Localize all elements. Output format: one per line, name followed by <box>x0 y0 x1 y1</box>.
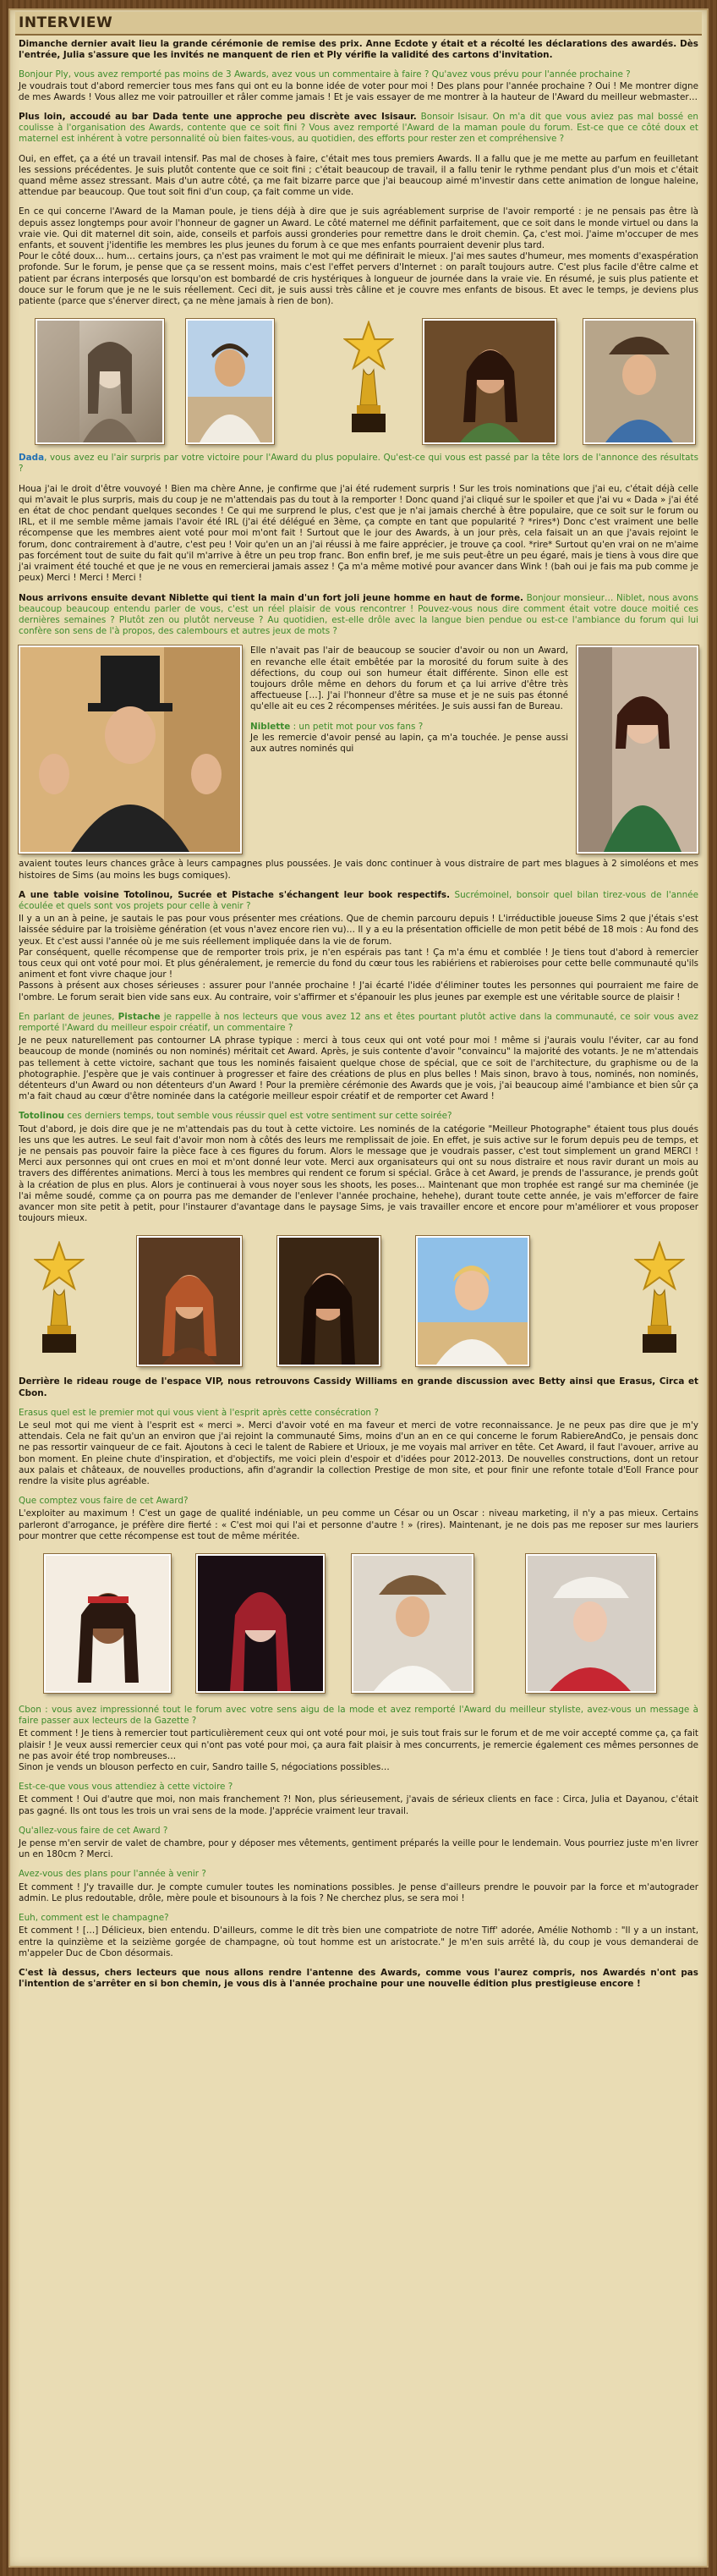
woman-red-headband <box>44 1554 171 1693</box>
man-with-cap <box>186 319 274 444</box>
award-trophy-star <box>34 1241 85 1359</box>
answer: Tout d'abord, je dois dire que je ne m'attendais pas du tout à cette victoire. Les nominés de la catégorie "Meilleur Photographe" étaient tous plus doués les uns que les autres. Le seul fait d'avoir mon nom à côtés des leurs me remplissait de joie. En effet, je suis active sur le forum depuis peu de temps, et je ne pensais pas pouvoir faire la pièce face à ces figures du forum. Alors le message que je voudrais passer, c'est tout simplement un grand MERCI ! Merci aux personnes qui ont crues en moi et m'ont donné leur vote. Merci aux organisateurs qui ont su nous distraire et nous ravir durant un mois au travers des différentes animations. Merci à tous les membres qui rendent ce forum si spécial. Grâce à cet Award, je prends de l'assurance, je prends goût à la création de plus en plus. Alors je continuerai à vous noyer sous les shoots, les poses… Maintenant que mon trophée est rangé sur ma cheminée (je l'ai même soudé, comme ça on pourra pas me demander de l'enlever l'année prochaine, hehehe), durant toute cette année, je vais m'efforcer de faire avancer mon site petit à petit, pour l'instaurer d'avantage dans le paysage Sims, je vais travailler encore et encore pour m'améliorer et vous proposer toujours mieux. <box>19 1123 698 1224</box>
answer: Sinon je vends un blouson perfecto en cuir, Sandro taille S, négociations possibles… <box>19 1762 390 1773</box>
qa-ply <box>19 69 698 103</box>
answer: Je voudrais tout d'abord remercier tous mes fans qui ont eu la bonne idée de voter pour moi ! Des plans pour l'année prochaine ? Oui ! Me montrer digne de mes Awards ! Vous allez me voir patrouiller et râler comme jamais ! Et je vais essayer de me montrer à la hauteur de l'Award du meilleur webmaster… <box>19 80 698 102</box>
article-body <box>19 39 698 1998</box>
answer: Et comment ! Je tiens à remercier tout particulièrement ceux qui ont voté pour moi, je suis tout frais sur le forum et de me voir accepté comme ça, ça fait plaisir ! Je veux aussi remercier ceux qui n'ont pas voté pour moi, ça aura fait plaisir à mes concurrents, je remercie également ces mêmes personnes de ne pas avoir été trop nombreuses… <box>19 1728 698 1761</box>
interviewee-name: Totolinou <box>19 1111 65 1122</box>
question: Euh, comment est le champagne? <box>19 1913 169 1924</box>
man-fedora-blue-scarf <box>583 319 695 444</box>
answer: Oui, en effet, ça a été un travail intensif. Pas mal de choses à faire, c'était mes tous premiers Awards. Il a fallu que je me mette au parfum en feuilletant les sessions précédentes. Je suis plutôt contente que ce soit fini ; c'était beaucoup de travail, il a fallu tenir le rythme pendant plus d'un mois et c'était quand même assez stressant. Mais d'un autre côté, ça me fait bizarre parce que j'ai beaucoup aimé m'investir dans cette animation de longue haleine, attendue par beaucoup. Que tout soit fini d'un coup, ça fait comme un vide. <box>19 153 698 198</box>
photo-row-top <box>19 316 698 444</box>
blond-man-white-shirt <box>416 1236 529 1366</box>
photo-row-bottom <box>19 1551 698 1696</box>
interviewee-name: Niblette <box>250 721 291 732</box>
question: ces derniers temps, tout semble vous réussir quel est votre sentiment sur cette soirée? <box>64 1111 452 1122</box>
question: Que comptez vous faire de cet Award? <box>19 1496 189 1507</box>
lead-text: Derrière le rideau rouge de l'espace VIP, nous retrouvons Cassidy Williams en grande discussion avec Betty ainsi que Erasus, Circa et Cbon. <box>19 1376 698 1398</box>
interviewee-name: Dada <box>19 453 45 464</box>
answer: Je pense m'en servir de valet de chambre, pour y déposer mes vêtements, gentiment préparés la veille pour le lendemain. Vous pourriez juste m'en livrer un en 180cm ? Merci. <box>19 1838 698 1860</box>
qa-dada <box>19 453 698 475</box>
question: Cbon : vous avez impressionné tout le forum avec votre sens aigu de la mode et avez remporté l'Award du meilleur styliste, avez-vous un message à faire passer aux lecteurs de la Gazette ? <box>19 1705 698 1727</box>
qa-sucree <box>19 890 698 912</box>
portrait-woman-sepia <box>36 319 164 444</box>
qa-totolinou <box>19 1111 698 1122</box>
intro-paragraph: Dimanche dernier avait lieu la grande cérémonie de remise des prix. Anne Ecdote y était et a récolté les déclarations des awardés. Dès l'entrée, Julia s'assure que les invités ne manquent de rien et Ply vérifie la validité des cartons d'invitation. <box>19 39 698 61</box>
article-frame <box>8 8 709 2568</box>
question: , vous avez eu l'air surpris par votre victoire pour l'Award du plus populaire. Qu'est-ce qui vous est passé par la tête lors de l'annonce des résultats ? <box>19 453 698 475</box>
award-trophy-star <box>634 1241 685 1359</box>
question: : un petit mot pour vos fans ? <box>290 721 424 732</box>
interviewee-name: Pistache <box>118 1011 161 1022</box>
answer: Le seul mot qui me vient à l'esprit est « merci ». Merci d'avoir voté en ma faveur et merci de votre reconnaissance. Je ne peux pas dire que je m'y attendais. Cela ne fait qu'un an environ que j'ai rejoint la communauté Sims, moins d'un an en ce qui concerne le forum RabiereAndCo, je pensais donc ne pas ressortir vainqueur de ce fait. Ajoutons à ceci le talent de Rabiere et Urioux, je me voyais mal arriver en tête. Cet Award, il faut l'avouer, arrive au bon moment. En pleine chute d'inspiration, et d'objectifs, me voici plein d'espoir et d'idées pour 2012-2013. De nouvelles constructions, dont un retour aux palais et châteaux, de nouvelles productions, afin d'agrandir la collection Prestige de mon site, et pour finir une refonte totale d'Eoll France pour rendre la visite plus agréable. <box>19 1420 698 1487</box>
article-header <box>15 12 702 36</box>
question: Sucrémoinel, bonsoir quel bilan tirez-vous de l'année écoulée et quels sont vos projets pour celle à venir ? <box>19 889 699 911</box>
answer: L'exploiter au maximum ! C'est un gage de qualité indéniable, un peu comme un César ou un Oscar : niveau marketing, il n'y a pas mieux. Certains parleront d'arrogance, je préfère dire fierté : « C'est moi qui l'ai et personne d'autre ! » (rires). Maintenant, je ne dois pas me reposer sur mes lauriers pour montrer que cette récompense est tout de même méritée. <box>19 1508 698 1541</box>
answer: Par conséquent, quelle récompense que de remporter trois prix, je n'en espérais pas tant ! Ça m'a ému et comblée ! Je tiens tout d'abord à remercier tous ceux qui ont voté pour moi. Et plus généralement, je remercie du fond du cœur tous les rabiériens et rabieroises pour cette belle communauté qu'ils animent et font vivre chaque jour ! <box>19 947 698 980</box>
woman-red-hair-gothic <box>196 1554 325 1693</box>
qa-niblet <box>19 593 698 638</box>
award-trophy-star <box>343 321 394 439</box>
answer: avaient toutes leurs chances grâce à leurs campagnes plus poussées. Je vais donc continuer à vous distraire de part mes blagues à 2 simoléons et mes histoires de Sims (au moins les bugs comiques). <box>19 859 698 881</box>
answer: Pour le côté doux… hum… certains jours, ça n'est pas vraiment le mot qui me définirait le mieux. J'ai mes sautes d'humeur, mes moments d'exaspération profonde. Sur le forum, je pense que ça se ressent moins, mais c'est l'effet pervers d'Internet : on paraît toujours autre. C'est plus facile d'être calme et patient par écrans interposés que lorsqu'on est bombardé de cris hystériques à longueur de journée dans la vraie vie. En résumé, je suis plus patiente et douce sur le forum que je ne le suis réellement. Ceci dit, je suis aussi très câline et je couvre mes enfants de bisous. Et avec le temps, je deviens plus patiente (parce que s'énerver direct, ça ne mène jamais à rien de bon). <box>19 251 698 307</box>
answer: Passons à présent aux choses sérieuses : assurer pour l'année prochaine ! J'ai écarté l'idée d'éliminer toutes les personnes qui pourraient me faire de l'ombre. Le forum serait bien vide sans eux. Au contraire, voir s'affirmer et s'épanouir les plus jeunes par exemple est une véritable source de plaisir ! <box>19 980 698 1002</box>
elf-woman-copper-hair <box>137 1236 242 1366</box>
answer: Et comment ! Oui d'autre que moi, non mais franchement ?! Non, plus sérieusement, j'avais de sérieux clients en face : Circa, Julia et Dayanou, c'était pas gagné. Ils ont tous les trois un vrai sens de la mode. J'apprécie vraiment leur travail. <box>19 1794 698 1816</box>
question: Bonjour Ply, vous avez remporté pas moins de 3 Awards, avez vous un commentaire à faire ? Qu'avez vous prévu pour l'année prochaine ? <box>19 69 631 80</box>
photo-row-middle <box>19 1233 698 1368</box>
niblet-section <box>19 645 698 859</box>
lead-text: Plus loin, accoudé au bar Dada tente une approche peu discrète avec Isisaur. <box>19 112 417 123</box>
woman-red-white-hat <box>526 1554 656 1693</box>
outro-paragraph: C'est là dessus, chers lecteurs que nous allons rendre l'antenne des Awards, comme vous l'aurez compris, nos Awardés n'ont pas l'intention de s'arrêter en si bon chemin, je vous dis à l'année prochaine pour une nouvelle édition plus prestigieuse encore ! <box>19 1967 698 1990</box>
answer: Je les remercie d'avoir pensé au lapin, ça m'a touchée. Je pense aussi aux autres nominés qui <box>250 732 568 754</box>
question: je rappelle à nos lecteurs que vous avez 12 ans et êtes pourtant plutôt active dans la communauté, ce soir vous avez remporté l'Award du meilleur espoir créatif, un commentaire ? <box>19 1011 698 1033</box>
man-fedora-white-shirt <box>352 1554 473 1693</box>
question: Qu'allez-vous faire de cet Award ? <box>19 1825 168 1836</box>
answer: Et comment ! J'y travaille dur. Je compte cumuler toutes les nominations possibles. Je pense d'ailleurs prendre le pouvoir par la force et m'autograder admin. Le plus redoutable, drôle, mère poule et bisounours à la fois ? Ne cherchez plus, se sera moi ! <box>19 1881 698 1903</box>
question: Avez-vous des plans pour l'année à venir ? <box>19 1869 206 1880</box>
lead-text: Nous arrivons ensuite devant Niblette qui tient la main d'un fort joli jeune homme en haut de forme. <box>19 592 523 603</box>
answer: Et comment ! […] Délicieux, bien entendu. D'ailleurs, comme le dit très bien une compatriote de notre Tiff' adorée, Amélie Nothomb : "Il y a un instant, entre la quinzième et la seizième gorgée de champagne, où tout homme est un aristocrate." Je m'en suis arrêté là, du coup je vous demanderai de m'appeler Duc de Cbon désormais. <box>19 1925 698 1958</box>
qa-isisaur <box>19 112 698 146</box>
woman-green-dress <box>577 645 698 854</box>
lead-text: A une table voisine Totolinou, Sucrée et Pistache s'échangent leur book respectifs. <box>19 889 451 900</box>
question: Bonjour monsieur… Niblet, nous avons beaucoup beaucoup entendu parler de vous, c'est un réel plaisir de vous rencontrer ! Pouvez-vous nous dire comment était votre douce moitié ces dernières semaines ? Plutôt zen ou plutôt nerveuse ? Au quotidien, est-elle drôle avec la langue bien pendue ou est-ce l'ambiance du forum qui lui confère son sens de l'à propos, des calembours et autres jeux de mots ? <box>19 592 698 637</box>
answer: Je ne peux naturellement pas contourner LA phrase typique : merci à tous ceux qui ont voté pour moi ! même si j'aurais voulu l'éviter, car au fond beaucoup de monde (nominés ou non nominés) méritait cet Award. Après, je suis contente d'avoir "convaincu" la majorité des votants. Je ne m'attendais pas tellement à cette victoire, sachant que tous les nominés faisaient quelque chose de spécial, que ce soit de l'architecture, du graphisme ou de la photographie. J'espère que je vais continuer à progresser et faire des créations de plus en plus belles ! Mais sinon, bravo à tous, nominés, non nominés, détenteurs d'un Award ou non détenteurs d'un Award ! Pour la première cérémonie des Awards que je vois, j'ai beaucoup aimé l'ambiance et bien sûr ça m'a fait chaud au cœur d'être nominée dans la catégorie meilleur espoir créatif et de remporter cet Award ! <box>19 1035 698 1102</box>
question: Bonsoir Isisaur. On m'a dit que vous aviez pas mal bossé en coulisse à l'organisation des Awards, contente que ce soit fini ? Vous avez remporté l'Award de la maman poule du forum. Est-ce que ce côté doux et maternel est inhérent à votre personnalité où bien faites-vous, au quotidien, des efforts pour rester zen et compréhensive ? <box>19 112 698 145</box>
answer: Il y a un an à peine, je sautais le pas pour vous présenter mes créations. Que de chemin parcouru depuis ! L'irréductible joueuse Sims 2 que j'étais s'est laissée séduire par la troisième génération (et vous n'avez encore rien vu)… Il y a eu la présentation officielle de mon petit bébé de 18 mois : Au fond des yeux. Et c'est aussi l'année où je me suis réellement impliquée dans la vie de forum. <box>19 914 698 947</box>
woman-dark-hair-portrait <box>277 1236 380 1366</box>
answer: Houa j'ai le droit d'être vouvoyé ! Bien ma chère Anne, je confirme que j'ai été rudement surpris ! Sur les trois nominations que j'ai eu, c'était déjà celle qui m'avait le plus surpris, mais du coup je ne m'attendais pas du tout à la remporter ! Donc quand j'ai cliqué sur le spoiler et que j'ai vu « Dada » j'ai été en état de choc pendant quelques secondes ! Ce qui me surprend le plus, c'est que je n'ai jamais cherché à être populaire, que ce soit sur le forum ou IRL, et il me semble même jamais l'avoir été IRL (j'ai été délégué en 3ème, ça compte en tant que popularité ? *rires*) Donc c'est vraiment une belle récompense que les membres aient voté pour moi m'ont fait ! Surtout que le jour des Awards, à un jour près, cela faisait un an que j'avais rejoint le forum, donc contrairement à d'autre, c'est peu ! Voir qu'en un an j'ai réussi à me faire apprécier, je trouve ça cool. *rire* Surtout qu'en vrai on ne m'aime pas forcément tout de suite du fait qu'il m'arrive à être un peu trop franc. Bon enfin bref, je me suis peut-être un peu égaré, mais je tiens à vous dire que j'ai vraiment été touché et que je ne vous en remercierai jamais assez ! Ça m'a même motivé pour avancer dans Wink ! (bah oui je fais ma pub comme je peux) Merci ! Merci ! Merci ! <box>19 483 698 584</box>
man-top-hat-thumbs-up <box>19 645 242 854</box>
question: En parlant de jeunes, <box>19 1011 118 1022</box>
question: Erasus quel est le premier mot qui vous vient à l'esprit après cette consécration ? <box>19 1407 379 1418</box>
answer: En ce qui concerne l'Award de la Maman poule, je tiens déjà à dire que je suis agréablement surprise de l'avoir remporté : je ne pensais pas être là depuis assez longtemps pour avoir l'honneur de gagner un Award. Le côté maternel me définit parfaitement, que ce soit dans le monde virtuel ou dans la vraie vie. Qui dit maternel dit soin, aide, conseils et parfois aussi gronderies pour remettre dans le droit chemin. Ça, c'est moi. J'aime m'occuper de mes enfants, et souvent j'identifie les membres les plus jeunes du forum à ce que mes enfants pourraient devenir plus tard. <box>19 206 698 251</box>
answer: Elle n'avait pas l'air de beaucoup se soucier d'avoir ou non un Award, en revanche elle était embêtée par la morosité du forum suite à des défections, du coup oui son humeur était différente. Sinon elle est toujours drôle même en dehors du forum et ça lui arrive d'être très affectueuse […]. J'ai l'honneur d'être sa muse et je ne suis pas étonné qu'elle ait eu ces 2 récompenses méritées. Je suis aussi fan de Bureau. <box>250 645 568 712</box>
article-title: INTERVIEW <box>19 14 113 31</box>
qa-pistache <box>19 1012 698 1034</box>
woman-dark-hair-green <box>423 319 556 444</box>
question: Est-ce-que vous vous attendiez à cette victoire ? <box>19 1782 233 1793</box>
